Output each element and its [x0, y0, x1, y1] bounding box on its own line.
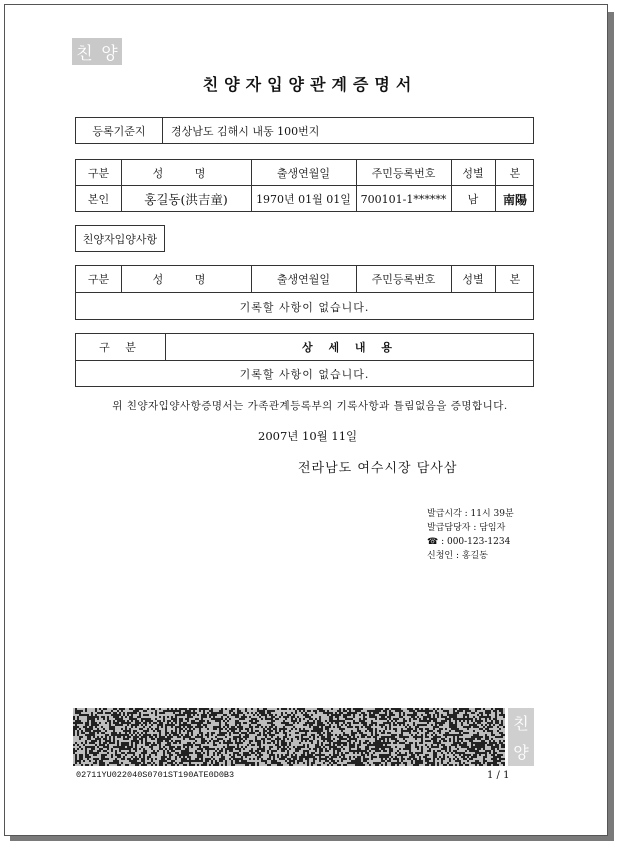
row-id: 700101-1******: [360, 192, 447, 206]
header-kind: 구 분: [99, 341, 142, 354]
document-title: 친양자입양관계증명서: [202, 75, 418, 94]
registry-value: 경상남도 김해시 내동 100번지: [171, 124, 320, 138]
issue-date: 2007년 10월 11일: [258, 429, 358, 443]
issuer-name: 전라남도 여수시장 담사삼: [298, 461, 458, 476]
header-birth: 출생연월일: [276, 273, 331, 286]
header-name: 성 명: [152, 166, 220, 180]
header-id: 주민등록번호: [371, 166, 436, 180]
section-label-text: 친양자입양사항: [82, 232, 158, 246]
detail-table: [75, 333, 534, 387]
table-row: [76, 186, 533, 212]
seal-char: 양: [101, 44, 118, 64]
seal-char: 친: [76, 44, 93, 64]
seal-char: 양: [513, 743, 529, 762]
row-sex: 남: [467, 193, 479, 206]
seal-char: 친: [513, 714, 529, 733]
registry-label: 등록기준지: [92, 124, 146, 138]
document-code: 02711YU022040S0701ST190ATE0D0B3: [76, 770, 235, 780]
row-birth: 1970년 01월 01일: [256, 193, 351, 206]
issue-time: 발급시각 : 11시 39분: [427, 509, 514, 519]
adoption-table: [75, 265, 534, 320]
header-kind: 구분: [87, 273, 110, 286]
registry-row: [75, 117, 534, 144]
header-id: 주민등록번호: [371, 273, 436, 286]
phone-number: ☎ : 000-123-1234: [427, 537, 511, 547]
2d-barcode: [73, 708, 505, 766]
issue-metadata: [427, 507, 514, 563]
row-origin: 南陽: [502, 192, 527, 207]
header-detail: 상 세 내 용: [302, 341, 398, 354]
person-table: [75, 159, 534, 212]
header-origin: 본: [509, 166, 521, 180]
row-name: 홍길동(洪吉童): [144, 192, 228, 207]
header-name: 성 명: [152, 273, 220, 286]
adoption-section-label: [75, 225, 165, 252]
certification-statement: 위 친양자입양사항증명서는 가족관계등록부의 기록사항과 틀림없음을 증명합니다.: [112, 400, 508, 412]
header-origin: 본: [509, 273, 521, 286]
empty-message: 기록할 사항이 없습니다.: [239, 368, 370, 381]
applicant: 신청인 : 홍길동: [427, 551, 488, 561]
seal-stamp-bottom: [508, 708, 534, 766]
row-kind: 본인: [87, 193, 110, 206]
header-kind: 구분: [87, 166, 110, 180]
header-sex: 성별: [462, 273, 484, 286]
page-number: 1 / 1: [487, 770, 510, 781]
empty-message: 기록할 사항이 없습니다.: [239, 300, 370, 314]
issuer-staff: 발급담당자 : 담임자: [427, 523, 506, 533]
header-birth: 출생연월일: [276, 166, 331, 180]
header-sex: 성별: [462, 166, 484, 180]
seal-stamp-top: [72, 38, 122, 65]
